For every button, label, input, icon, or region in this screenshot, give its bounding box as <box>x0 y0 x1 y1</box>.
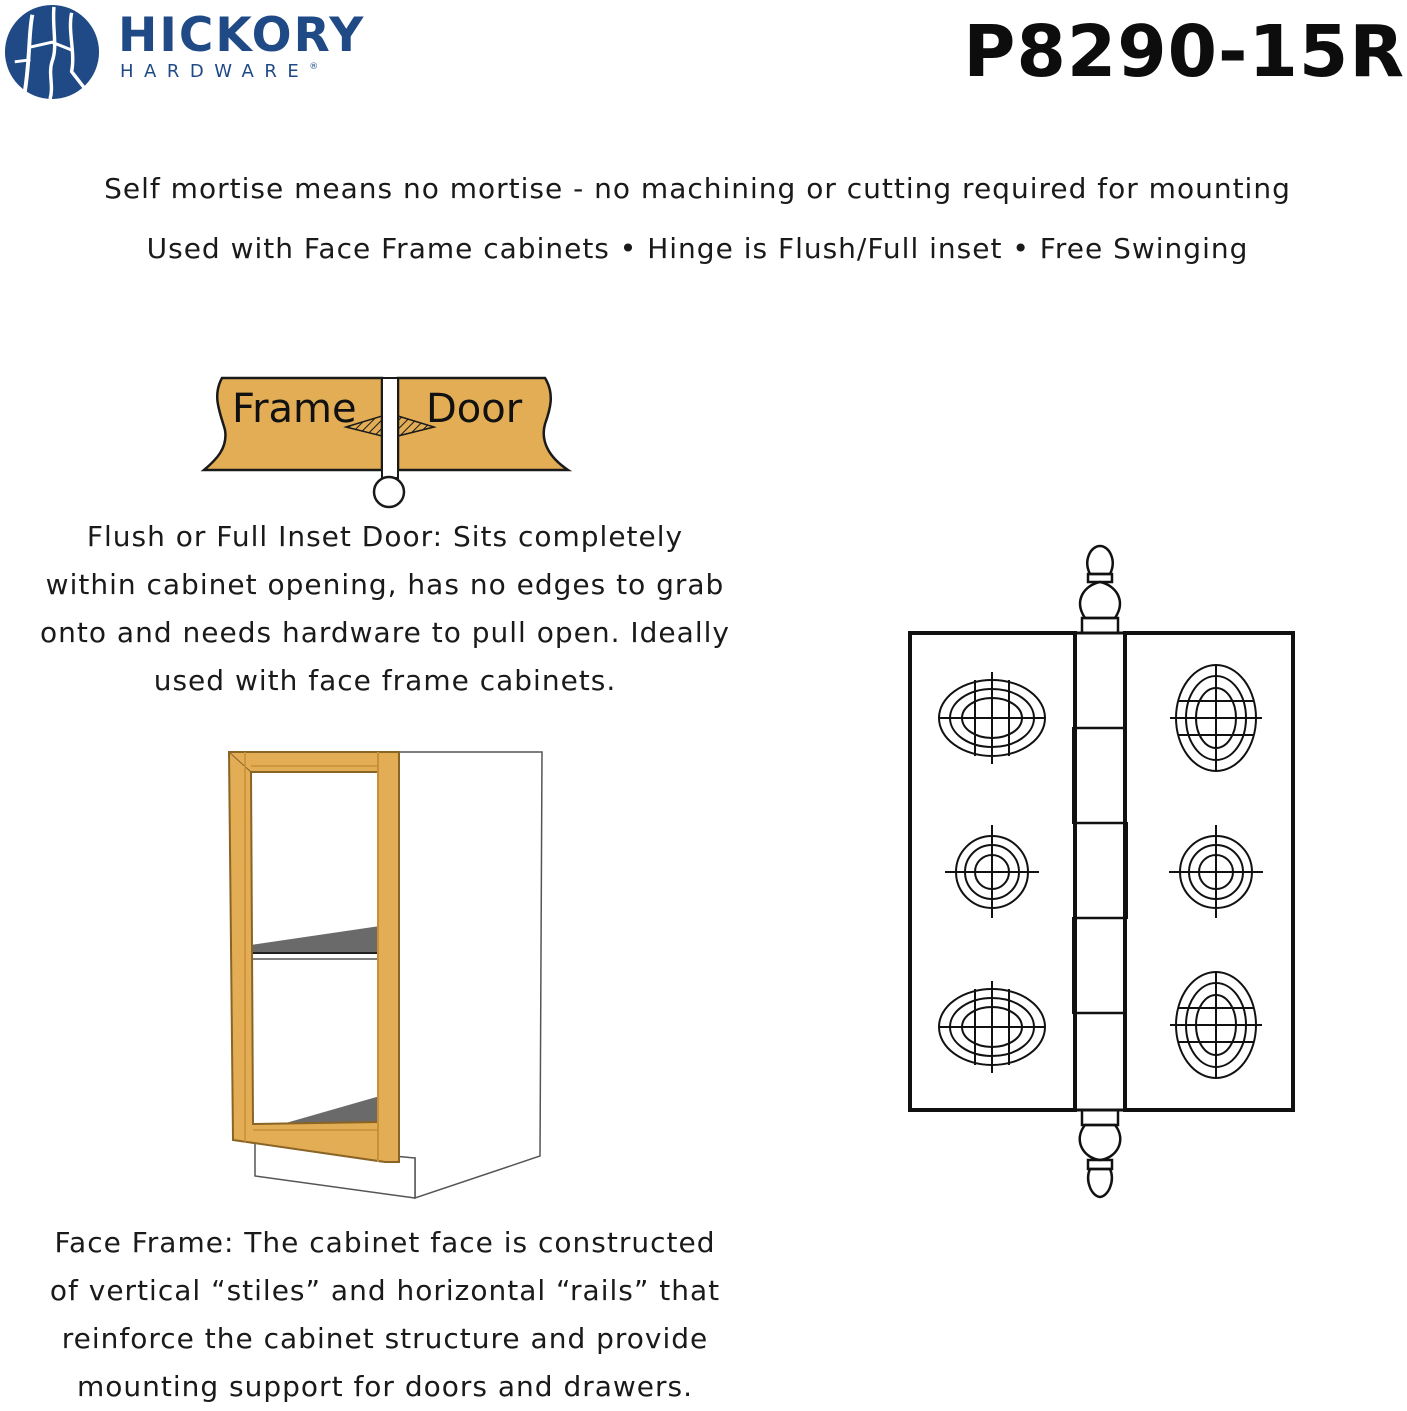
hinge-line-drawing <box>895 540 1305 1205</box>
hickory-logo-icon <box>3 3 101 101</box>
tagline-self-mortise: Self mortise means no mortise - no machining or cutting required for mounting <box>104 172 1291 205</box>
inset-desc-line: onto and needs hardware to pull open. Ideally <box>40 616 730 649</box>
inset-door-description <box>10 513 760 705</box>
screw-hole-icon <box>939 672 1045 764</box>
screw-hole-icon <box>939 981 1045 1073</box>
top-finial-icon <box>1080 546 1120 633</box>
registered-mark: ® <box>309 62 319 72</box>
screw-hole-icon <box>945 825 1039 918</box>
screw-hole-icon <box>1170 972 1262 1078</box>
brand-subtitle: HARDWARE® <box>120 61 319 82</box>
frame-desc-line: mounting support for doors and drawers. <box>76 1370 694 1403</box>
frame-desc-line: reinforce the cabinet structure and provide <box>61 1322 709 1355</box>
inset-desc-line: used with face frame cabinets. <box>153 664 617 697</box>
screw-hole-icon <box>1170 665 1262 771</box>
brand-name: HICKORY <box>118 8 366 63</box>
bottom-finial-icon <box>1080 1110 1121 1197</box>
cabinet-side-panel <box>395 752 542 1198</box>
frame-desc-line: Face Frame: The cabinet face is constructed <box>54 1226 716 1259</box>
frame-desc-line: of vertical “stiles” and horizontal “rails” that <box>49 1274 721 1307</box>
model-number: P8290-15R <box>963 10 1405 93</box>
hinge-pin-icon <box>374 477 404 507</box>
hinge-barrel <box>1075 633 1125 1110</box>
screw-hole-icon <box>1169 825 1263 918</box>
inset-desc-line: within cabinet opening, has no edges to grab <box>45 568 725 601</box>
tagline-usage: Used with Face Frame cabinets • Hinge is Flush/Full inset • Free Swinging <box>146 232 1249 265</box>
frame-label: Frame <box>232 386 357 432</box>
face-frame-cabinet-diagram <box>225 748 547 1203</box>
inset-desc-line: Flush or Full Inset Door: Sits completely <box>86 520 684 553</box>
face-frame-description <box>20 1219 750 1411</box>
inset-door-diagram <box>200 372 572 512</box>
door-label: Door <box>426 386 523 432</box>
